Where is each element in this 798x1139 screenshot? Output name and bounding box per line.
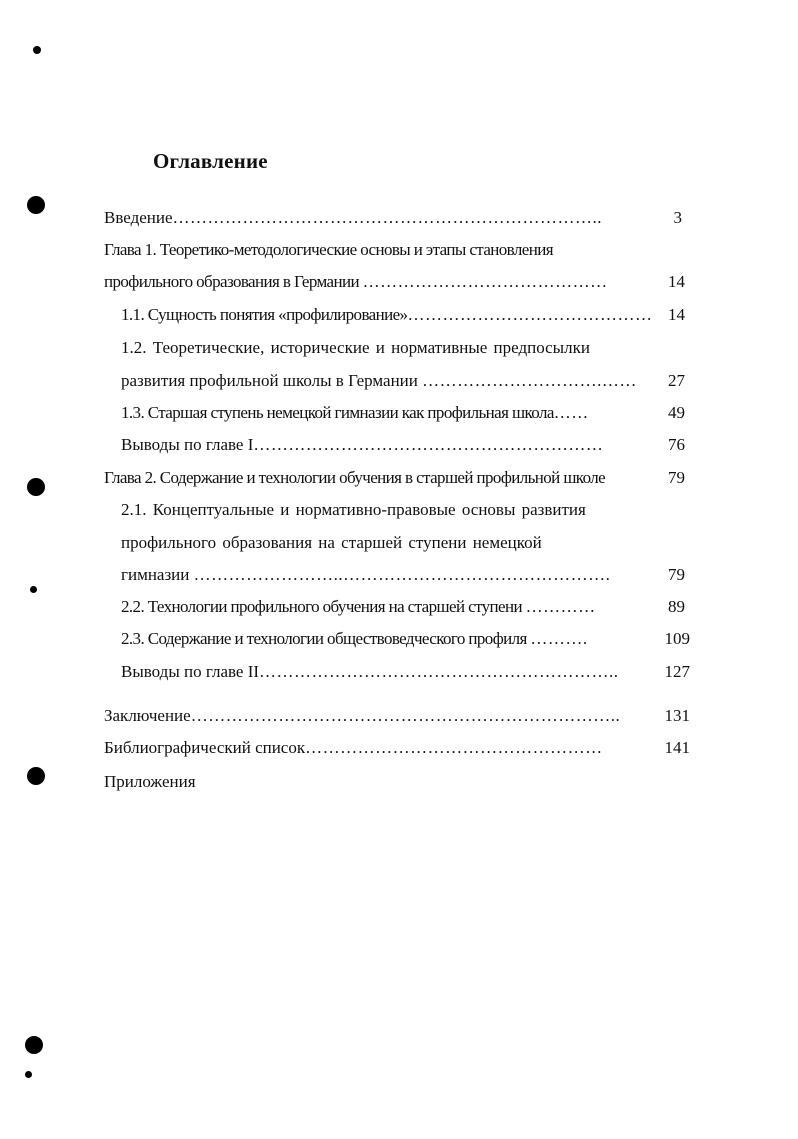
- toc-entry-text: Приложения: [104, 772, 196, 791]
- page-title: Оглавление: [153, 149, 268, 173]
- toc-entry-text: 2.2. Технологии профильного обучения на старшей ступени: [121, 597, 526, 616]
- toc-entry-text: Выводы по главе I: [121, 435, 254, 454]
- toc-leader-dots: ………………………….……: [422, 371, 637, 390]
- toc-entry-text: Библиографический список: [104, 738, 306, 757]
- toc-page-number: 14: [668, 305, 685, 324]
- toc-entry-text: гимназии: [121, 565, 194, 584]
- toc-page-number: 109: [664, 629, 690, 648]
- toc-entry: [104, 234, 690, 266]
- toc-leader-dots: ……………………………………: [407, 305, 653, 324]
- toc-page-number: 14: [668, 272, 685, 291]
- toc-leader-dots: ……………………………………………………: [253, 435, 604, 454]
- toc-page-number: 76: [668, 435, 685, 454]
- toc-page-number: 3: [673, 208, 682, 227]
- binder-hole: [27, 196, 45, 214]
- toc-entry: [121, 332, 690, 364]
- toc-leader-dots: ……: [553, 403, 589, 422]
- toc-page-number: 27: [668, 371, 685, 390]
- toc-leader-dots: ………………………………………………………………..: [172, 208, 603, 227]
- toc-page-number: 127: [664, 662, 690, 681]
- toc-leader-dots: ……….: [530, 629, 588, 648]
- toc-entry-text: Глава 2. Содержание и технологии обучения в старшей профильной школе: [104, 468, 606, 487]
- toc-entry: [121, 429, 690, 461]
- toc-entry: [104, 202, 690, 234]
- toc-entry-text: Выводы по главе II: [121, 662, 260, 681]
- toc-entry: [104, 732, 690, 764]
- toc-leader-dots: ……………………………………: [362, 272, 608, 291]
- toc-entry-text: 2.1. Концептуальные и нормативно-правовые основы развития: [121, 500, 586, 519]
- toc-entry-text: 1.3. Старшая ступень немецкой гимназии как профильная школа: [121, 403, 554, 422]
- scan-speck: [33, 46, 41, 54]
- toc-entry: [104, 462, 690, 494]
- toc-entry: [121, 559, 690, 591]
- toc-entry: [104, 766, 690, 798]
- toc-leader-dots: …………: [525, 597, 596, 616]
- toc-entry: [121, 656, 690, 688]
- toc-page-number: 49: [668, 403, 685, 422]
- toc-entry: [121, 397, 690, 429]
- toc-entry-text: Введение: [104, 208, 173, 227]
- toc-entry: [104, 266, 690, 298]
- toc-leader-dots: ……………………..……………………………………….: [193, 565, 611, 584]
- toc-leader-dots: ……………………………………………: [305, 738, 603, 757]
- toc-page-number: 89: [668, 597, 685, 616]
- binder-hole: [27, 478, 45, 496]
- binder-hole: [27, 767, 45, 785]
- toc-entry-text: 1.1. Сущность понятия «профилирование»: [121, 305, 408, 324]
- toc-page-number: 79: [668, 468, 685, 487]
- toc-entry-text: профильного образования в Германии: [104, 272, 363, 291]
- toc-entry: [121, 299, 690, 331]
- toc-leader-dots: ……………………………………………………..: [259, 662, 619, 681]
- toc-entry-text: 2.3. Содержание и технологии обществоведческого профиля: [121, 629, 531, 648]
- toc-entry: [121, 623, 690, 655]
- toc-entry-text: профильного образования на старшей ступени немецкой: [121, 533, 542, 552]
- toc-page-number: 141: [664, 738, 690, 757]
- toc-entry-text: развития профильной школы в Германии: [121, 371, 423, 390]
- toc-page-number: 79: [668, 565, 685, 584]
- scan-speck: [25, 1071, 32, 1078]
- toc-entry: [121, 527, 690, 559]
- toc-entry: [121, 494, 690, 526]
- scan-speck: [30, 586, 37, 593]
- toc-entry-text: Глава 1. Теоретико-методологические основы и этапы становления: [104, 240, 553, 259]
- toc-entry: [104, 700, 690, 732]
- toc-entry: [121, 365, 690, 397]
- toc-page-number: 131: [664, 706, 690, 725]
- toc-entry: [121, 591, 690, 623]
- binder-hole: [25, 1036, 43, 1054]
- toc-leader-dots: ………………………………………………………………..: [190, 706, 621, 725]
- toc-entry-text: 1.2. Теоретические, исторические и нормативные предпосылки: [121, 338, 590, 357]
- toc-entry-text: Заключение: [104, 706, 191, 725]
